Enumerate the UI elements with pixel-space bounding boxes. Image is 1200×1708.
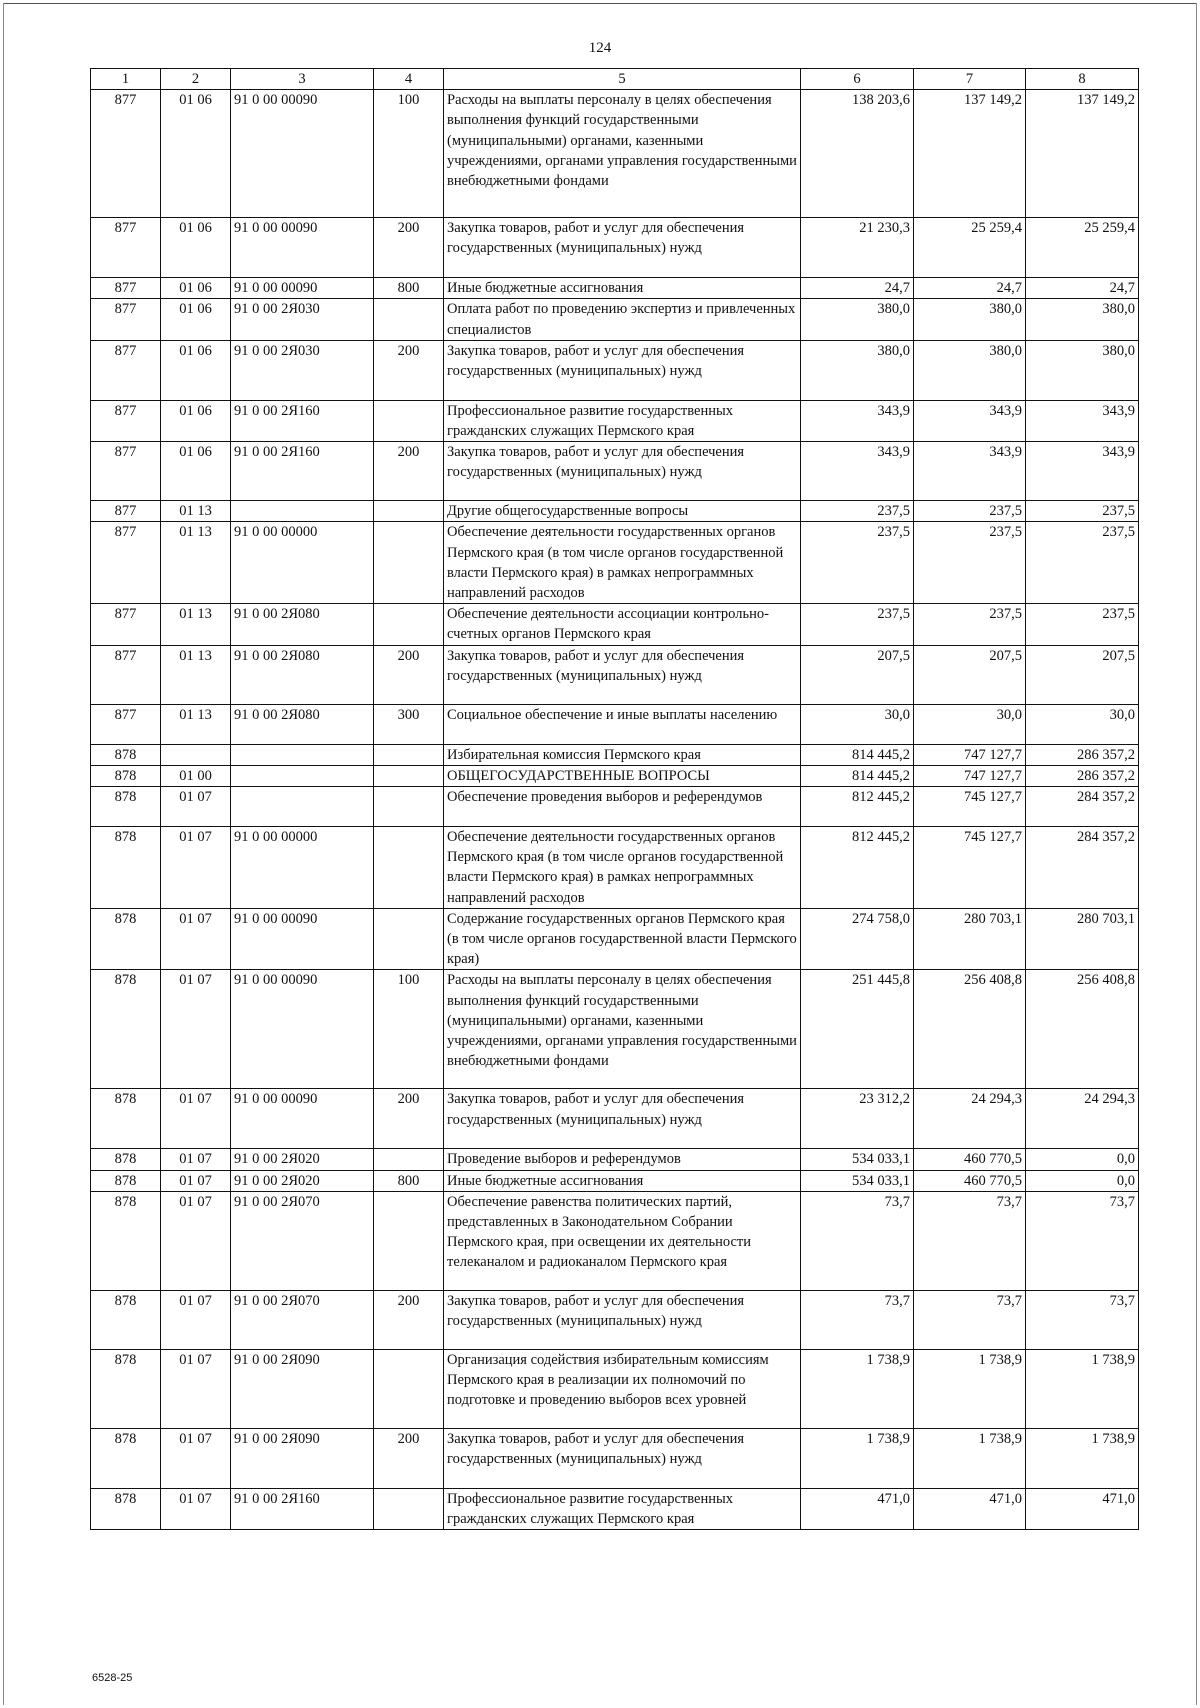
expense-type-code: 200 <box>374 1290 444 1349</box>
target-article-code: 91 0 00 2Я070 <box>231 1191 374 1290</box>
amount-col7: 460 770,5 <box>914 1149 1026 1170</box>
amount-col7: 137 149,2 <box>914 90 1026 218</box>
target-article-code: 91 0 00 2Я080 <box>231 645 374 704</box>
description: Закупка товаров, работ и услуг для обеспечения государственных (муниципальных) нужд <box>444 218 801 278</box>
table-row <box>91 744 1139 765</box>
amount-col8: 0,0 <box>1026 1170 1139 1191</box>
table-row <box>91 218 1139 278</box>
description: Проведение выборов и референдумов <box>444 1149 801 1170</box>
table-row <box>91 1428 1139 1488</box>
section-code: 01 06 <box>161 278 231 299</box>
grbs-code: 877 <box>91 501 161 522</box>
column-header: 6 <box>801 69 914 90</box>
description: Закупка товаров, работ и услуг для обеспечения государственных (муниципальных) нужд <box>444 1290 801 1349</box>
amount-col6: 343,9 <box>801 442 914 501</box>
section-code: 01 13 <box>161 604 231 645</box>
grbs-code: 878 <box>91 1149 161 1170</box>
target-article-code: 91 0 00 00090 <box>231 90 374 218</box>
target-article-code: 91 0 00 00090 <box>231 908 374 970</box>
table-row <box>91 1149 1139 1170</box>
table-row <box>91 1290 1139 1349</box>
amount-col7: 24,7 <box>914 278 1026 299</box>
section-code: 01 07 <box>161 827 231 909</box>
amount-col6: 1 738,9 <box>801 1349 914 1428</box>
amount-col8: 256 408,8 <box>1026 970 1139 1089</box>
description: Содержание государственных органов Пермского края (в том числе органов государственной власти Пермского края) <box>444 908 801 970</box>
expense-type-code <box>374 744 444 765</box>
expense-type-code <box>374 1349 444 1428</box>
table-row <box>91 90 1139 218</box>
grbs-code: 877 <box>91 604 161 645</box>
grbs-code: 878 <box>91 1191 161 1290</box>
grbs-code: 877 <box>91 522 161 604</box>
section-code: 01 07 <box>161 1170 231 1191</box>
amount-col8: 0,0 <box>1026 1149 1139 1170</box>
description: Обеспечение проведения выборов и референдумов <box>444 787 801 827</box>
expense-type-code: 200 <box>374 442 444 501</box>
table-row <box>91 604 1139 645</box>
amount-col6: 343,9 <box>801 400 914 441</box>
amount-col6: 21 230,3 <box>801 218 914 278</box>
amount-col7: 1 738,9 <box>914 1349 1026 1428</box>
amount-col7: 380,0 <box>914 340 1026 400</box>
target-article-code: 91 0 00 2Я090 <box>231 1428 374 1488</box>
amount-col7: 343,9 <box>914 442 1026 501</box>
description: Расходы на выплаты персоналу в целях обеспечения выполнения функций государственными (муниципальными) органами, казенными учреждениями, органами управления государственными внебюджетными фондами <box>444 90 801 218</box>
section-code: 01 13 <box>161 501 231 522</box>
section-code: 01 07 <box>161 1089 231 1149</box>
target-article-code: 91 0 00 00090 <box>231 970 374 1089</box>
amount-col8: 284 357,2 <box>1026 827 1139 909</box>
expense-type-code <box>374 908 444 970</box>
target-article-code: 91 0 00 2Я090 <box>231 1349 374 1428</box>
description: Закупка товаров, работ и услуг для обеспечения государственных (муниципальных) нужд <box>444 442 801 501</box>
target-article-code: 91 0 00 2Я030 <box>231 299 374 340</box>
column-header: 7 <box>914 69 1026 90</box>
amount-col6: 237,5 <box>801 522 914 604</box>
description: Обеспечение деятельности ассоциации контрольно-счетных органов Пермского края <box>444 604 801 645</box>
table-row <box>91 1191 1139 1290</box>
table-row <box>91 278 1139 299</box>
target-article-code: 91 0 00 2Я160 <box>231 442 374 501</box>
amount-col6: 24,7 <box>801 278 914 299</box>
amount-col8: 471,0 <box>1026 1488 1139 1529</box>
target-article-code <box>231 744 374 765</box>
grbs-code: 878 <box>91 787 161 827</box>
description: Организация содействия избирательным комиссиям Пермского края в реализации их полномочий по подготовке и проведению выборов всех уровней <box>444 1349 801 1428</box>
amount-col7: 73,7 <box>914 1191 1026 1290</box>
expense-type-code: 100 <box>374 90 444 218</box>
section-code <box>161 744 231 765</box>
target-article-code: 91 0 00 2Я160 <box>231 1488 374 1529</box>
amount-col7: 25 259,4 <box>914 218 1026 278</box>
expense-type-code: 200 <box>374 645 444 704</box>
amount-col8: 286 357,2 <box>1026 744 1139 765</box>
grbs-code: 877 <box>91 340 161 400</box>
amount-col7: 1 738,9 <box>914 1428 1026 1488</box>
description: Закупка товаров, работ и услуг для обеспечения государственных (муниципальных) нужд <box>444 340 801 400</box>
column-header: 3 <box>231 69 374 90</box>
amount-col6: 23 312,2 <box>801 1089 914 1149</box>
grbs-code: 878 <box>91 827 161 909</box>
table-row <box>91 787 1139 827</box>
column-header: 8 <box>1026 69 1139 90</box>
section-code: 01 13 <box>161 522 231 604</box>
expense-type-code <box>374 787 444 827</box>
expense-type-code <box>374 827 444 909</box>
grbs-code: 878 <box>91 1488 161 1529</box>
amount-col7: 73,7 <box>914 1290 1026 1349</box>
table-row <box>91 522 1139 604</box>
section-code: 01 07 <box>161 1149 231 1170</box>
description: Социальное обеспечение и иные выплаты населению <box>444 704 801 744</box>
amount-col6: 237,5 <box>801 501 914 522</box>
amount-col7: 747 127,7 <box>914 765 1026 786</box>
grbs-code: 878 <box>91 1170 161 1191</box>
description: Обеспечение равенства политических партий, представленных в Законодательном Собрании Пермского края, при освещении их деятельности телеканалом и радиоканалом Пермского края <box>444 1191 801 1290</box>
table-row <box>91 1170 1139 1191</box>
section-code: 01 06 <box>161 90 231 218</box>
target-article-code: 91 0 00 00090 <box>231 218 374 278</box>
section-code: 01 06 <box>161 340 231 400</box>
description: ОБЩЕГОСУДАРСТВЕННЫЕ ВОПРОСЫ <box>444 765 801 786</box>
expense-type-code: 800 <box>374 1170 444 1191</box>
description: Иные бюджетные ассигнования <box>444 1170 801 1191</box>
description: Иные бюджетные ассигнования <box>444 278 801 299</box>
amount-col8: 343,9 <box>1026 442 1139 501</box>
amount-col8: 237,5 <box>1026 522 1139 604</box>
table-row <box>91 340 1139 400</box>
target-article-code <box>231 501 374 522</box>
expense-type-code: 200 <box>374 340 444 400</box>
table-row <box>91 704 1139 744</box>
grbs-code: 878 <box>91 1349 161 1428</box>
description: Другие общегосударственные вопросы <box>444 501 801 522</box>
amount-col6: 1 738,9 <box>801 1428 914 1488</box>
table-row <box>91 1488 1139 1529</box>
amount-col6: 73,7 <box>801 1290 914 1349</box>
grbs-code: 877 <box>91 90 161 218</box>
amount-col7: 237,5 <box>914 501 1026 522</box>
table-row <box>91 442 1139 501</box>
amount-col6: 814 445,2 <box>801 744 914 765</box>
grbs-code: 877 <box>91 645 161 704</box>
target-article-code: 91 0 00 2Я020 <box>231 1149 374 1170</box>
amount-col8: 207,5 <box>1026 645 1139 704</box>
section-code: 01 06 <box>161 400 231 441</box>
description: Обеспечение деятельности государственных органов Пермского края (в том числе органов государственной власти Пермского края) в рамках непрограммных направлений расходов <box>444 522 801 604</box>
amount-col7: 237,5 <box>914 604 1026 645</box>
target-article-code: 91 0 00 00000 <box>231 522 374 604</box>
header-row <box>91 69 1139 90</box>
amount-col6: 380,0 <box>801 340 914 400</box>
section-code: 01 07 <box>161 1290 231 1349</box>
section-code: 01 06 <box>161 299 231 340</box>
expense-type-code: 300 <box>374 704 444 744</box>
amount-col6: 237,5 <box>801 604 914 645</box>
target-article-code: 91 0 00 00090 <box>231 278 374 299</box>
grbs-code: 878 <box>91 1089 161 1149</box>
expense-type-code <box>374 522 444 604</box>
grbs-code: 878 <box>91 744 161 765</box>
amount-col7: 207,5 <box>914 645 1026 704</box>
grbs-code: 877 <box>91 704 161 744</box>
amount-col6: 207,5 <box>801 645 914 704</box>
table-row <box>91 1089 1139 1149</box>
amount-col8: 237,5 <box>1026 604 1139 645</box>
amount-col6: 534 033,1 <box>801 1149 914 1170</box>
amount-col8: 237,5 <box>1026 501 1139 522</box>
amount-col6: 812 445,2 <box>801 827 914 909</box>
table-row <box>91 501 1139 522</box>
description: Обеспечение деятельности государственных органов Пермского края (в том числе органов государственной власти Пермского края) в рамках непрограммных направлений расходов <box>444 827 801 909</box>
description: Закупка товаров, работ и услуг для обеспечения государственных (муниципальных) нужд <box>444 1428 801 1488</box>
grbs-code: 878 <box>91 908 161 970</box>
amount-col6: 471,0 <box>801 1488 914 1529</box>
expense-type-code <box>374 400 444 441</box>
expense-type-code: 200 <box>374 1089 444 1149</box>
amount-col6: 812 445,2 <box>801 787 914 827</box>
section-code: 01 07 <box>161 1428 231 1488</box>
expense-type-code <box>374 1191 444 1290</box>
amount-col8: 286 357,2 <box>1026 765 1139 786</box>
amount-col7: 280 703,1 <box>914 908 1026 970</box>
amount-col8: 1 738,9 <box>1026 1428 1139 1488</box>
amount-col8: 25 259,4 <box>1026 218 1139 278</box>
target-article-code: 91 0 00 2Я030 <box>231 340 374 400</box>
grbs-code: 877 <box>91 218 161 278</box>
grbs-code: 877 <box>91 278 161 299</box>
section-code: 01 00 <box>161 765 231 786</box>
budget-table <box>90 68 1139 1530</box>
section-code: 01 06 <box>161 218 231 278</box>
amount-col6: 30,0 <box>801 704 914 744</box>
amount-col6: 814 445,2 <box>801 765 914 786</box>
amount-col7: 380,0 <box>914 299 1026 340</box>
page-number: 124 <box>588 40 612 56</box>
grbs-code: 877 <box>91 299 161 340</box>
amount-col8: 24,7 <box>1026 278 1139 299</box>
description: Избирательная комиссия Пермского края <box>444 744 801 765</box>
table-row <box>91 299 1139 340</box>
amount-col8: 380,0 <box>1026 299 1139 340</box>
amount-col7: 471,0 <box>914 1488 1026 1529</box>
column-header: 1 <box>91 69 161 90</box>
target-article-code <box>231 765 374 786</box>
amount-col7: 30,0 <box>914 704 1026 744</box>
table-row <box>91 645 1139 704</box>
column-header: 4 <box>374 69 444 90</box>
grbs-code: 878 <box>91 1428 161 1488</box>
description: Профессиональное развитие государственных гражданских служащих Пермского края <box>444 400 801 441</box>
amount-col8: 24 294,3 <box>1026 1089 1139 1149</box>
amount-col7: 343,9 <box>914 400 1026 441</box>
description: Оплата работ по проведению экспертиз и привлеченных специалистов <box>444 299 801 340</box>
amount-col8: 284 357,2 <box>1026 787 1139 827</box>
amount-col7: 24 294,3 <box>914 1089 1026 1149</box>
expense-type-code <box>374 765 444 786</box>
amount-col6: 380,0 <box>801 299 914 340</box>
section-code: 01 13 <box>161 645 231 704</box>
table-row <box>91 908 1139 970</box>
table-row <box>91 827 1139 909</box>
target-article-code: 91 0 00 2Я080 <box>231 704 374 744</box>
amount-col6: 534 033,1 <box>801 1170 914 1191</box>
section-code: 01 07 <box>161 1488 231 1529</box>
amount-col6: 274 758,0 <box>801 908 914 970</box>
section-code: 01 07 <box>161 787 231 827</box>
description: Расходы на выплаты персоналу в целях обеспечения выполнения функций государственными (муниципальными) органами, казенными учреждениями, органами управления государственными внебюджетными фондами <box>444 970 801 1089</box>
amount-col7: 237,5 <box>914 522 1026 604</box>
amount-col8: 1 738,9 <box>1026 1349 1139 1428</box>
expense-type-code <box>374 501 444 522</box>
footer-code: 6528-25 <box>92 1672 133 1684</box>
target-article-code: 91 0 00 2Я020 <box>231 1170 374 1191</box>
expense-type-code <box>374 299 444 340</box>
target-article-code: 91 0 00 2Я080 <box>231 604 374 645</box>
section-code: 01 06 <box>161 442 231 501</box>
amount-col8: 380,0 <box>1026 340 1139 400</box>
grbs-code: 877 <box>91 400 161 441</box>
amount-col6: 251 445,8 <box>801 970 914 1089</box>
amount-col6: 138 203,6 <box>801 90 914 218</box>
section-code: 01 07 <box>161 1349 231 1428</box>
description: Профессиональное развитие государственных гражданских служащих Пермского края <box>444 1488 801 1529</box>
expense-type-code <box>374 1488 444 1529</box>
amount-col8: 73,7 <box>1026 1191 1139 1290</box>
section-code: 01 07 <box>161 1191 231 1290</box>
expense-type-code <box>374 604 444 645</box>
amount-col8: 73,7 <box>1026 1290 1139 1349</box>
column-header: 5 <box>444 69 801 90</box>
description: Закупка товаров, работ и услуг для обеспечения государственных (муниципальных) нужд <box>444 645 801 704</box>
amount-col6: 73,7 <box>801 1191 914 1290</box>
column-header: 2 <box>161 69 231 90</box>
table-row <box>91 765 1139 786</box>
amount-col7: 745 127,7 <box>914 787 1026 827</box>
amount-col7: 747 127,7 <box>914 744 1026 765</box>
grbs-code: 878 <box>91 970 161 1089</box>
section-code: 01 07 <box>161 970 231 1089</box>
table-row <box>91 400 1139 441</box>
amount-col7: 745 127,7 <box>914 827 1026 909</box>
target-article-code: 91 0 00 00090 <box>231 1089 374 1149</box>
table-row <box>91 1349 1139 1428</box>
table-row <box>91 970 1139 1089</box>
section-code: 01 13 <box>161 704 231 744</box>
expense-type-code: 200 <box>374 218 444 278</box>
amount-col8: 30,0 <box>1026 704 1139 744</box>
target-article-code: 91 0 00 2Я160 <box>231 400 374 441</box>
target-article-code <box>231 787 374 827</box>
section-code: 01 07 <box>161 908 231 970</box>
expense-type-code: 100 <box>374 970 444 1089</box>
expense-type-code: 200 <box>374 1428 444 1488</box>
amount-col7: 256 408,8 <box>914 970 1026 1089</box>
amount-col8: 280 703,1 <box>1026 908 1139 970</box>
description: Закупка товаров, работ и услуг для обеспечения государственных (муниципальных) нужд <box>444 1089 801 1149</box>
target-article-code: 91 0 00 00000 <box>231 827 374 909</box>
grbs-code: 878 <box>91 765 161 786</box>
grbs-code: 877 <box>91 442 161 501</box>
expense-type-code: 800 <box>374 278 444 299</box>
expense-type-code <box>374 1149 444 1170</box>
amount-col8: 343,9 <box>1026 400 1139 441</box>
target-article-code: 91 0 00 2Я070 <box>231 1290 374 1349</box>
amount-col8: 137 149,2 <box>1026 90 1139 218</box>
amount-col7: 460 770,5 <box>914 1170 1026 1191</box>
grbs-code: 878 <box>91 1290 161 1349</box>
